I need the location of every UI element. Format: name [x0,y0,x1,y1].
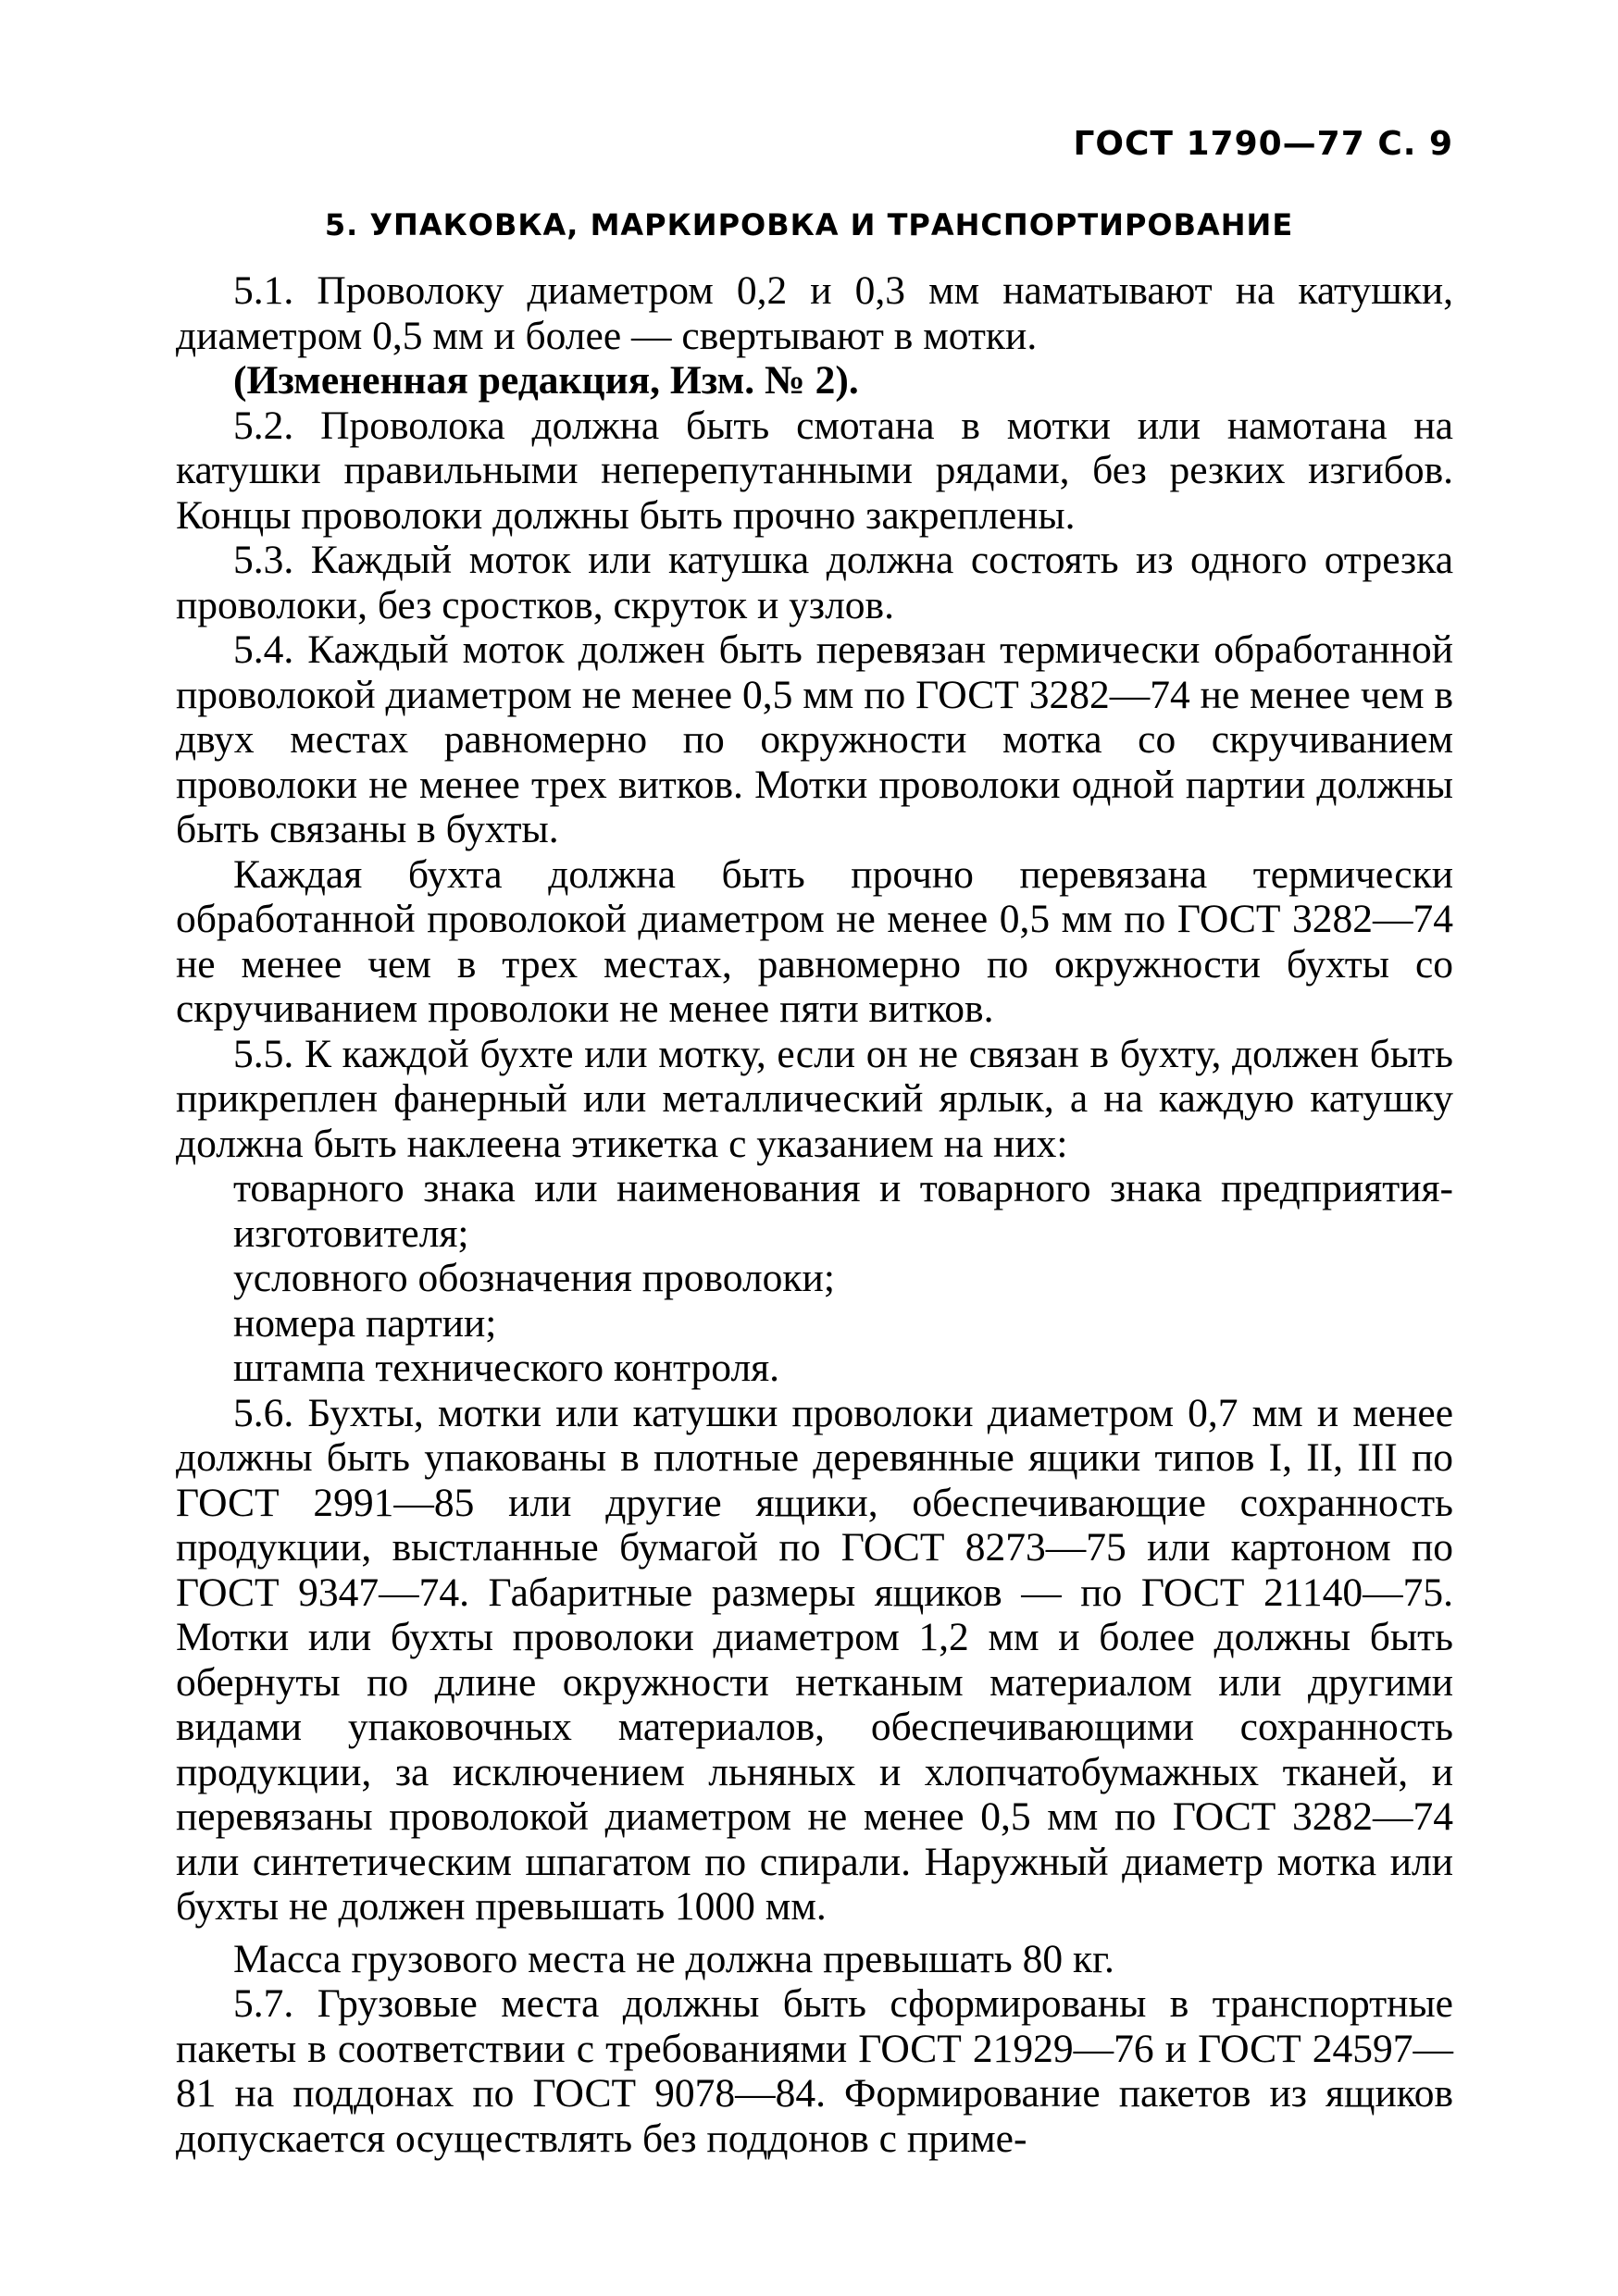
paragraph-5-4: 5.4. Каждый моток должен быть перевязан термически обработанной проволокой диаметром не менее 0,5 мм по ГОСТ 3282—74 не менее чем в двух местах равномерно по окружности мотка со скручиванием проволоки не менее трех витков. Мотки проволоки одной партии должны быть связаны в бухты. [176,627,1453,851]
list-item: товарного знака или наименования и товарного знака предприятия-изготовителя; [233,1166,1453,1256]
paragraph-5-1: 5.1. Проволоку диаметром 0,2 и 0,3 мм наматывают на катушки, диаметром 0,5 мм и более — свертывают в мотки. [176,268,1453,358]
amendment-note: (Измененная редакция, Изм. № 2). [233,358,859,403]
body-text [176,268,1453,2161]
paragraph-5-5: 5.5. К каждой бухте или мотку, если он не связан в бухту, должен быть прикреплен фанерный или металлический ярлык, а на каждую катушку должна быть наклеена этикетка с указанием на них: [176,1031,1453,1166]
paragraph-5-7: 5.7. Грузовые места должны быть сформированы в транспортные пакеты в соответствии с требованиями ГОСТ 21929—76 и ГОСТ 24597—81 на поддонах по ГОСТ 9078—84. Формирование пакетов из ящиков допускается осуществлять без поддонов с приме- [176,1981,1453,2161]
list-item: штампа технического контроля. [233,1346,780,1390]
running-head: ГОСТ 1790—77 С. 9 [1073,125,1453,163]
paragraph-5-3: 5.3. Каждый моток или катушка должна состоять из одного отрезка проволоки, без сростков, скруток и узлов. [176,538,1453,627]
list-item: условного обозначения проволоки; [233,1256,835,1300]
section-title: 5. УПАКОВКА, МАРКИРОВКА И ТРАНСПОРТИРОВАНИЕ [324,207,1294,242]
list-item: номера партии; [233,1300,497,1346]
paragraph-5-6-continued: Масса грузового места не должна превышать 80 кг. [233,1936,1114,1981]
paragraph-5-4-continued: Каждая бухта должна быть прочно перевязана термически обработанной проволокой диаметром не менее 0,5 мм по ГОСТ 3282—74 не менее чем в трех местах, равномерно по окружности бухты со скручиванием проволоки не менее пяти витков. [176,851,1453,1031]
paragraph-5-2: 5.2. Проволока должна быть смотана в мотки или намотана на катушки правильными неперепутанными рядами, без резких изгибов. Концы проволоки должны быть прочно закреплены. [176,403,1453,538]
paragraph-5-6: 5.6. Бухты, мотки или катушки проволоки диаметром 0,7 мм и менее должны быть упакованы в плотные деревянные ящики типов I, II, III по ГОСТ 2991—85 или другие ящики, обеспечивающие сохранность продукции, выстланные бумагой по ГОСТ 8273—75 или картоном по ГОСТ 9347—74. Габаритные размеры ящиков — по ГОСТ 21140—75. Мотки или бухты проволоки диаметром 1,2 мм и более должны быть обернуты по длине окружности нетканым материалом или другими видами упаковочных материалов, обеспечивающими сохранность продукции, за исключением льняных и хлопчатобумажных тканей, и перевязаны проволокой диаметром не менее 0,5 мм по ГОСТ 3282—74 или синтетическим шпагатом по спирали. Наружный диаметр мотка или бухты не должен превышать 1000 мм. [176,1390,1453,1929]
